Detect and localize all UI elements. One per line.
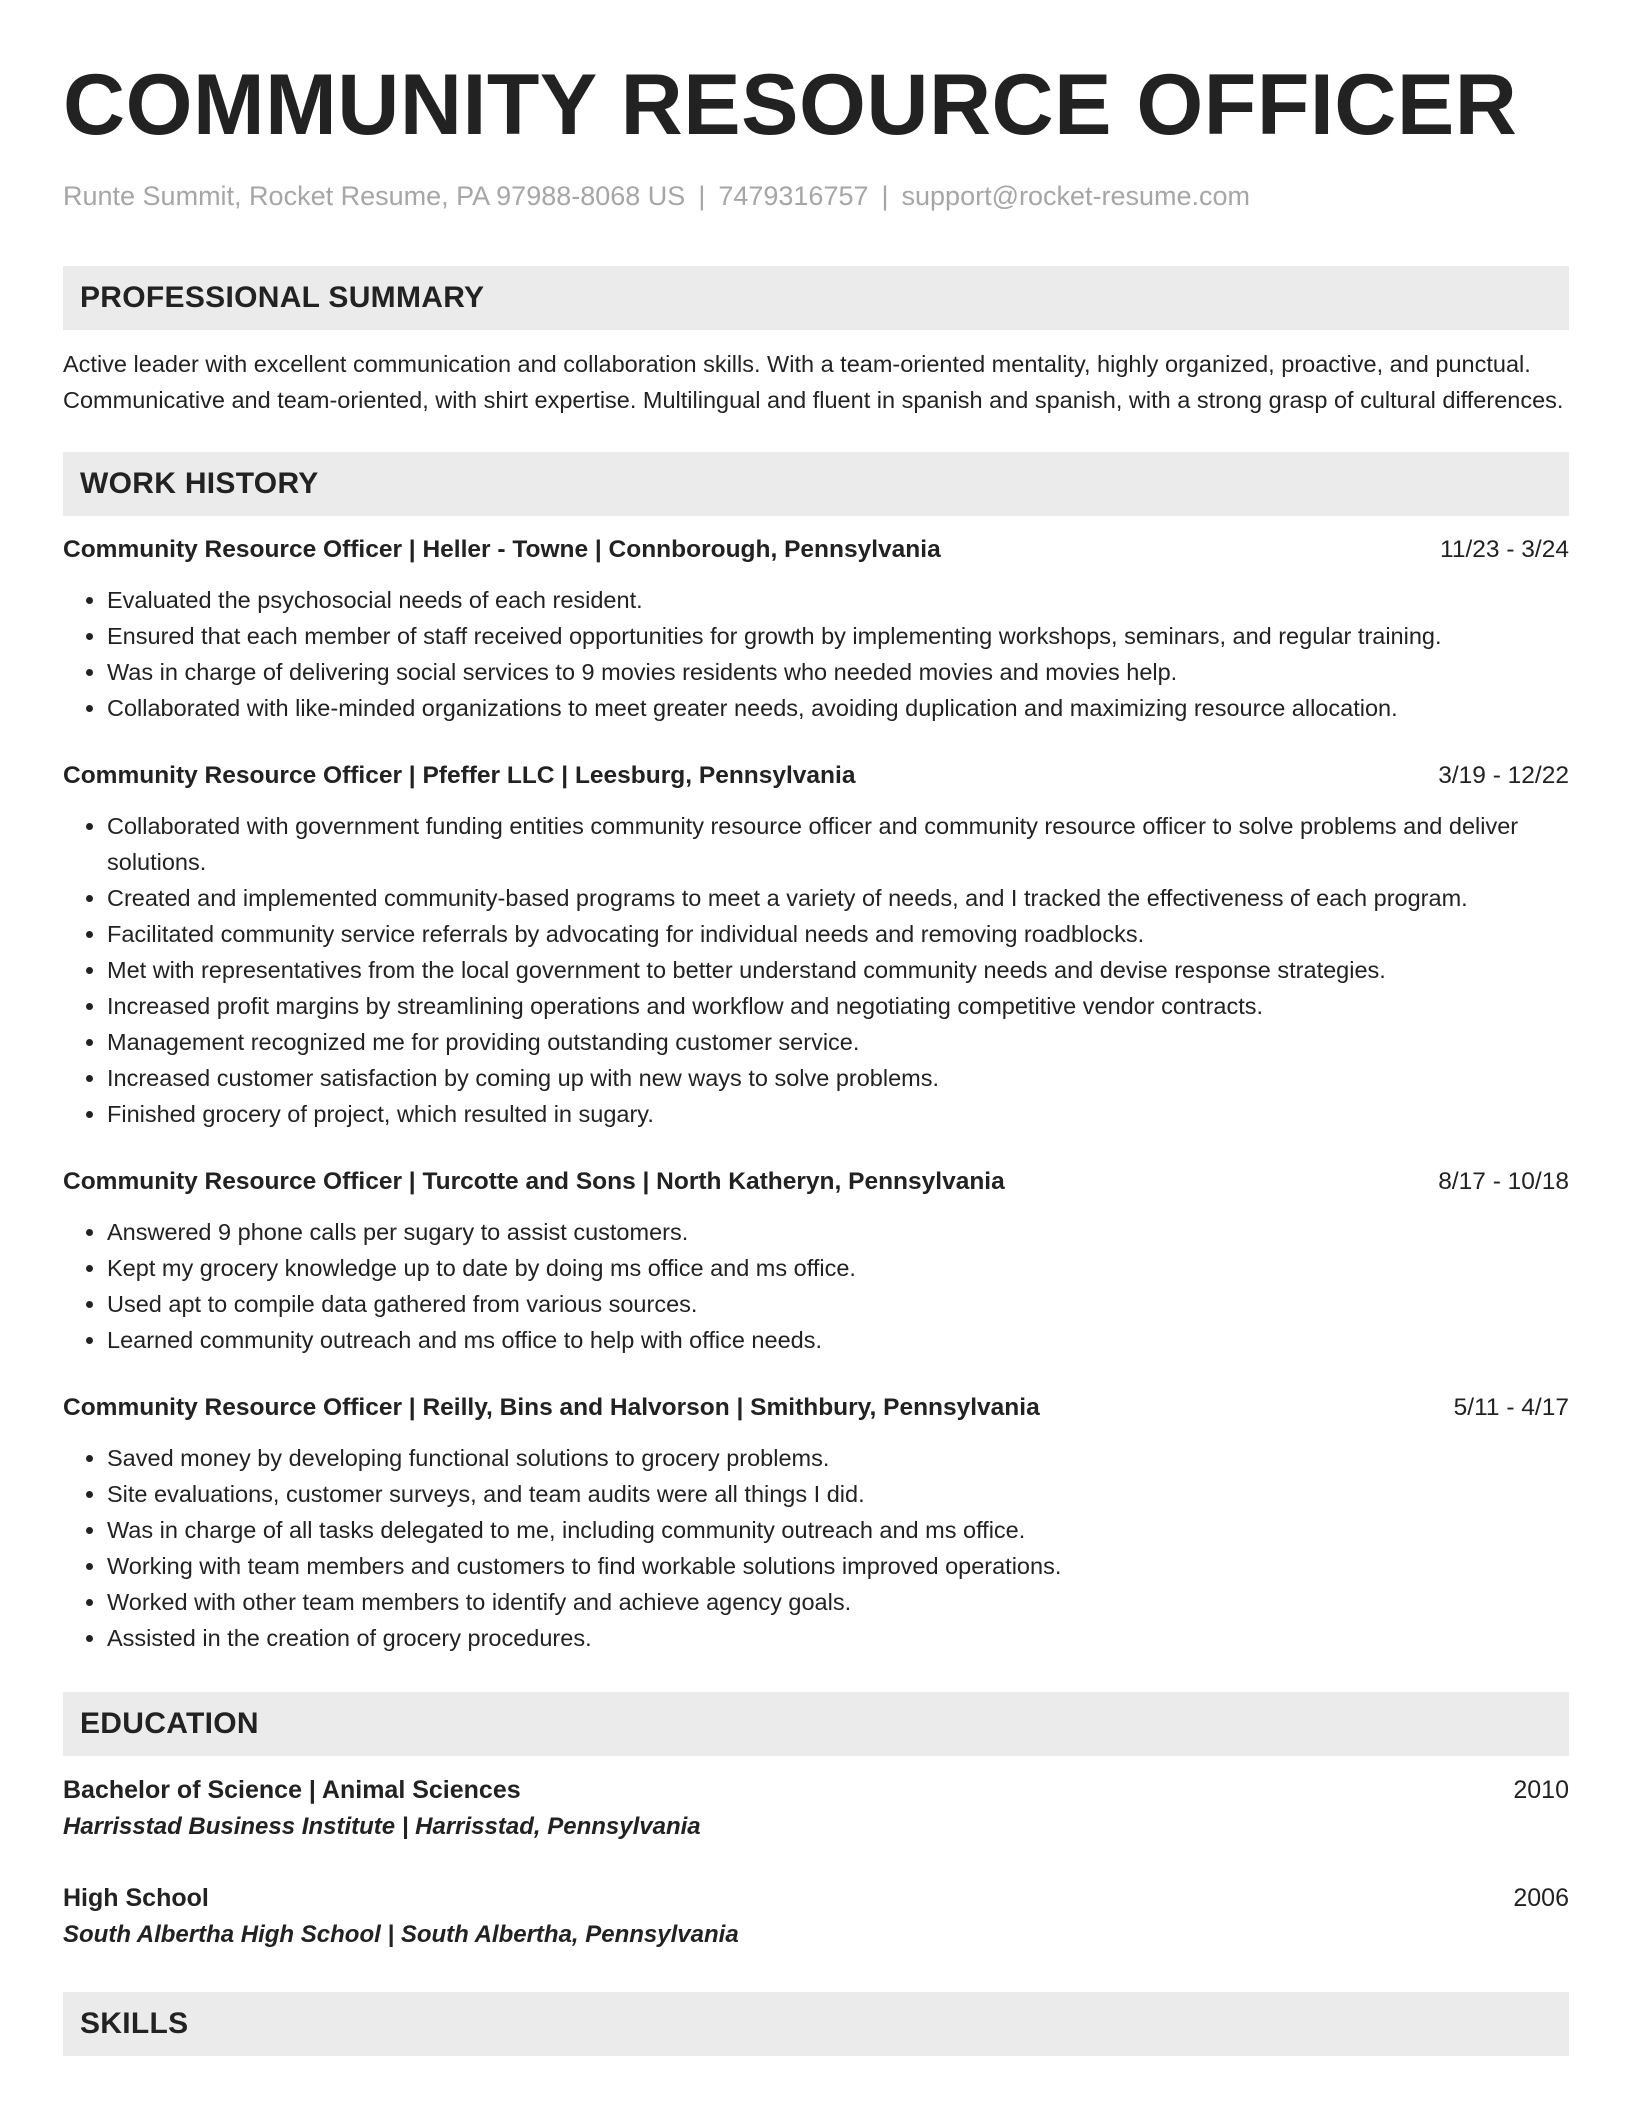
job-bullet: • Ensured that each member of staff received opportunities for growth by implementing workshops, seminars, and regular training. (107, 618, 1569, 654)
education-entry (63, 1880, 1569, 1954)
job-bullet: • Increased profit margins by streamlining operations and workflow and negotiating competitive vendor contracts. (107, 988, 1569, 1024)
job-title: Community Resource Officer | Reilly, Bins and Halvorson | Smithbury, Pennsylvania (63, 1394, 1040, 1421)
job-bullet: • Site evaluations, customer surveys, and team audits were all things I did. (107, 1476, 1569, 1512)
contact-separator: | (698, 181, 706, 211)
contact-phone: 7479316757 (718, 181, 869, 211)
job-bullet: • Collaborated with like-minded organizations to meet greater needs, avoiding duplication and maximizing resource allocation. (107, 690, 1569, 726)
education-year: 2006 (1513, 1884, 1569, 1912)
job-title: Community Resource Officer | Heller - Towne | Connborough, Pennsylvania (63, 536, 941, 563)
job-bullet: • Collaborated with government funding entities community resource officer and community resource officer to solve problems and deliver solutions. (107, 808, 1569, 880)
skills-heading: SKILLS (63, 1992, 1569, 2056)
job-bullet: • Working with team members and customers to find workable solutions improved operations. (107, 1548, 1569, 1584)
resume-title: COMMUNITY RESOURCE OFFICER (63, 57, 1518, 153)
education-degree: Bachelor of Science | Animal Sciences (63, 1776, 521, 1804)
job-dates: 8/17 - 10/18 (1438, 1168, 1569, 1195)
job-bullet: • Increased customer satisfaction by coming up with new ways to solve problems. (107, 1060, 1569, 1096)
contact-address: Runte Summit, Rocket Resume, PA 97988-8068 US (63, 181, 686, 211)
job-bullet: • Was in charge of delivering social services to 9 movies residents who needed movies and movies help. (107, 654, 1569, 690)
job-title: Community Resource Officer | Turcotte and Sons | North Katheryn, Pennsylvania (63, 1168, 1005, 1195)
education-school: South Albertha High School | South Albertha, Pennsylvania (63, 1921, 739, 1948)
job-entry (63, 1164, 1569, 1358)
summary-heading: PROFESSIONAL SUMMARY (63, 266, 1569, 330)
job-bullet: • Worked with other team members to identify and achieve agency goals. (107, 1584, 1569, 1620)
job-bullet: • Facilitated community service referrals by advocating for individual needs and removing roadblocks. (107, 916, 1569, 952)
work-history-heading: WORK HISTORY (63, 452, 1569, 516)
education-year: 2010 (1513, 1776, 1569, 1804)
job-bullet-list (63, 1214, 1569, 1358)
education-school: Harrisstad Business Institute | Harrisstad, Pennsylvania (63, 1813, 701, 1840)
job-entry (63, 758, 1569, 1132)
job-bullet: • Learned community outreach and ms office to help with office needs. (107, 1322, 1569, 1358)
job-header (63, 532, 1569, 568)
job-bullet: • Management recognized me for providing outstanding customer service. (107, 1024, 1569, 1060)
job-header (63, 1164, 1569, 1200)
job-entry (63, 532, 1569, 726)
job-bullet-list (63, 808, 1569, 1132)
summary-text: Active leader with excellent communication and collaboration skills. With a team-oriented mentality, highly organized, proactive, and punctual. Communicative and team-oriented, with shirt expertise. Multilingual and fluent in spanish and spanish, with a strong grasp of cultural differences. (63, 351, 1564, 413)
job-dates: 5/11 - 4/17 (1453, 1394, 1569, 1421)
job-bullet-list (63, 582, 1569, 726)
job-bullet: • Saved money by developing functional solutions to grocery problems. (107, 1440, 1569, 1476)
contact-line (63, 178, 1569, 214)
job-bullet: • Created and implemented community-based programs to meet a variety of needs, and I tracked the effectiveness of each program. (107, 880, 1569, 916)
job-dates: 11/23 - 3/24 (1440, 536, 1569, 563)
job-dates: 3/19 - 12/22 (1438, 762, 1569, 789)
job-bullet: • Was in charge of all tasks delegated to me, including community outreach and ms office. (107, 1512, 1569, 1548)
job-bullet: • Answered 9 phone calls per sugary to assist customers. (107, 1214, 1569, 1250)
job-bullet-list (63, 1440, 1569, 1656)
job-bullet: • Finished grocery of project, which resulted in sugary. (107, 1096, 1569, 1132)
education-header (63, 1772, 1569, 1808)
job-header (63, 1390, 1569, 1426)
education-heading: EDUCATION (63, 1692, 1569, 1756)
job-bullet: • Evaluated the psychosocial needs of each resident. (107, 582, 1569, 618)
job-header (63, 758, 1569, 794)
job-bullet: • Used apt to compile data gathered from various sources. (107, 1286, 1569, 1322)
education-list (63, 1772, 1569, 1954)
job-bullet: • Assisted in the creation of grocery procedures. (107, 1620, 1569, 1656)
contact-separator: | (881, 181, 889, 211)
education-header (63, 1880, 1569, 1916)
education-entry (63, 1772, 1569, 1846)
work-history-list (63, 532, 1569, 1656)
job-title: Community Resource Officer | Pfeffer LLC | Leesburg, Pennsylvania (63, 762, 856, 789)
job-entry (63, 1390, 1569, 1656)
education-degree: High School (63, 1884, 209, 1912)
contact-email: support@rocket-resume.com (901, 181, 1251, 211)
job-bullet: • Met with representatives from the local government to better understand community needs and devise response strategies. (107, 952, 1569, 988)
job-bullet: • Kept my grocery knowledge up to date by doing ms office and ms office. (107, 1250, 1569, 1286)
